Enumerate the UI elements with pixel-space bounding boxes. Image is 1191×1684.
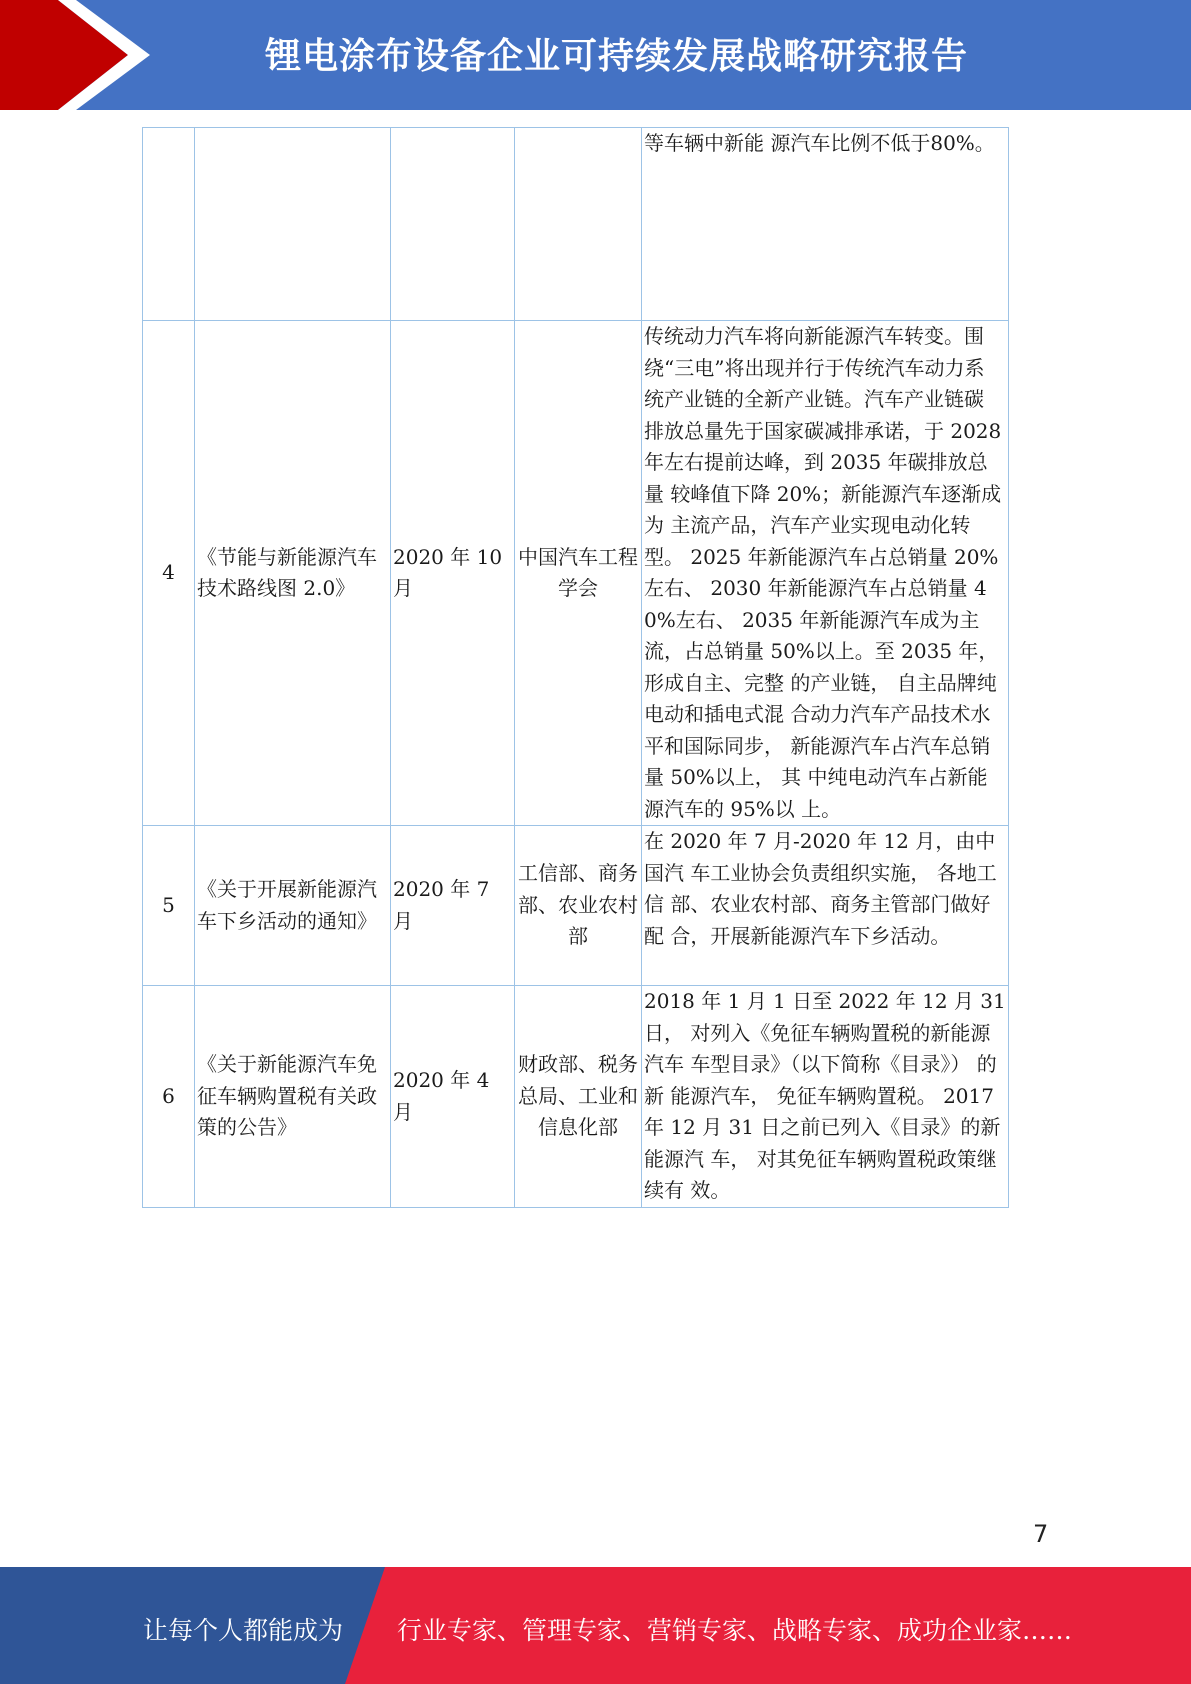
policy-name-cell: 《关于开展新能源汽 车下乡活动的通知》 (195, 826, 391, 986)
issuer-cell: 财政部、税务总局、工业和信息化部 (515, 986, 642, 1208)
policy-table (142, 127, 1009, 1208)
policy-content-cell: 在 2020 年 7 月-2020 年 12 月，由中国汽 车工业协会负责组织实施， 各地工信 部、农业农村部、商务主管部门做好配 合，开展新能源汽车下乡活动。 (642, 826, 1009, 986)
policy-content-cell: 传统动力汽车将向新能源汽车转变。围 绕“三电”将出现并行于传统汽车动力系 统产业链的全新产业链。汽车产业链碳 排放总量先于国家碳减排承诺，于 2028 年左右提前达峰，到 2035 年碳排放总量 较峰值下降 20%；新能源汽车逐渐成为 主流产品，汽车产业实现电动化转型。 2025 年新能源汽车占总销量 20%左右、 2030 年新能源汽车占总销量 40%左右、 2035 年新能源汽车成为主流，占总销量 50%以上。至 2035 年， 形成自主、完整 的产业链， 自主品牌纯电动和插电式混 合动力汽车产品技术水平和国际同步， 新能源汽车占汽车总销量 50%以上， 其 中纯电动汽车占新能源汽车的 95%以 上。 (642, 321, 1009, 826)
policy-name-cell: 《节能与新能源汽车 技术路线图 2.0》 (195, 321, 391, 826)
issue-date-cell: 2020 年 4 月 (391, 986, 515, 1208)
issuer-cell: 中国汽车工程学会 (515, 321, 642, 826)
row-number-cell: 4 (143, 321, 195, 826)
page-footer (0, 1567, 1191, 1684)
table-row (143, 128, 1009, 321)
policy-name-cell (195, 128, 391, 321)
issuer-cell (515, 128, 642, 321)
issue-date-cell: 2020 年 10 月 (391, 321, 515, 826)
footer-slogan-right: 行业专家、管理专家、营销专家、战略专家、成功企业家…… (397, 1616, 1073, 1645)
issue-date-cell: 2020 年 7 月 (391, 826, 515, 986)
page-header (0, 0, 1191, 110)
policy-content-cell: 2018 年 1 月 1 日至 2022 年 12 月 31 日， 对列入《免征车辆购置税的新能源汽车 车型目录》（以下简称《目录》） 的新 能源汽车， 免征车辆购置税。 2017 年 12 月 31 日之前已列入《目录》的新能源汽 车， 对其免征车辆购置税政策继续有 效。 (642, 986, 1009, 1208)
page-number: 7 (1033, 1520, 1049, 1548)
report-title: 锂电涂布设备企业可持续发展战略研究报告 (265, 36, 969, 77)
policy-content-cell: 等车辆中新能 源汽车比例不低于80%。 (642, 128, 1009, 321)
row-number-cell: 6 (143, 986, 195, 1208)
table-row (143, 321, 1009, 826)
table-row (143, 826, 1009, 986)
row-number-cell: 5 (143, 826, 195, 986)
policy-name-cell: 《关于新能源汽车免 征车辆购置税有关政 策的公告》 (195, 986, 391, 1208)
issue-date-cell (391, 128, 515, 321)
footer-slogan-left: 让每个人都能成为 (143, 1616, 344, 1645)
table-row (143, 986, 1009, 1208)
row-number-cell (143, 128, 195, 321)
issuer-cell: 工信部、商务部、农业农村部 (515, 826, 642, 986)
